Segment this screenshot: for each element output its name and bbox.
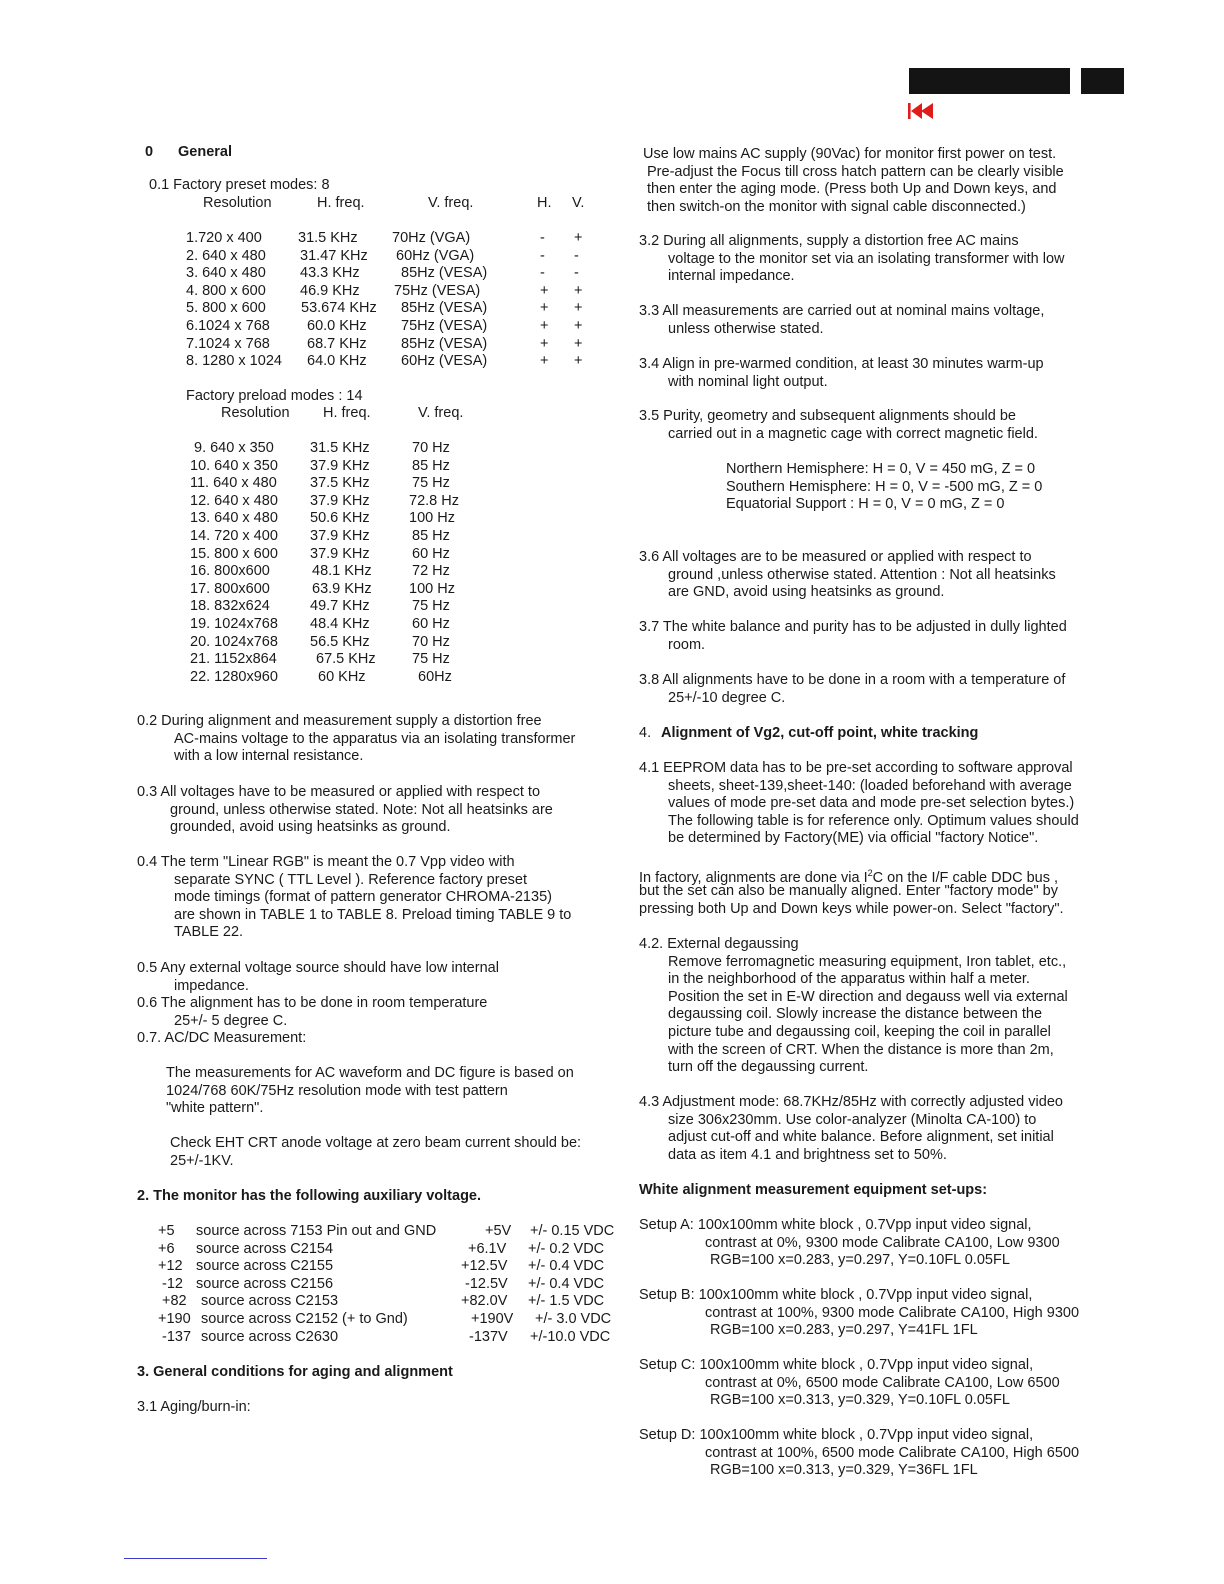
preload-table-cell: 100 Hz xyxy=(409,580,455,597)
para-3-7-line: room. xyxy=(668,636,706,653)
section-2-title: 2. The monitor has the following auxiliary voltage. xyxy=(137,1188,482,1204)
preset-table-cell: 85Hz (VESA) xyxy=(401,265,488,282)
para-aging-line: then enter the aging mode. (Press both Up and Down keys, and xyxy=(647,181,1057,198)
preload-table-cell: 75 Hz xyxy=(412,651,450,668)
section-title: General xyxy=(178,144,232,160)
para-4-3-line: size 306x230mm. Use color-analyzer (Minolta CA-100) to xyxy=(668,1111,1037,1128)
hemisphere-spec-line: Southern Hemisphere: H = 0, V = -500 mG, Z = 0 xyxy=(726,478,1043,495)
factory-para-line: pressing both Up and Down keys while power-on. Select "factory". xyxy=(639,900,1064,917)
para-4-1-line: values of mode pre-set data and mode pre-set selection bytes.) xyxy=(668,795,1075,812)
para-3-5-line: carried out in a magnetic cage with correct magnetic field. xyxy=(668,425,1038,442)
preset-table-cell: 7.1024 x 768 xyxy=(186,335,270,352)
rewind-icon[interactable] xyxy=(907,100,935,122)
aux-voltage-cell: +6.1V xyxy=(468,1240,507,1257)
preload-table-cell: 50.6 KHz xyxy=(310,510,370,527)
preset-table-cell: 60Hz (VGA) xyxy=(396,247,475,264)
aux-voltage-cell: -12.5V xyxy=(465,1275,508,1292)
para-aging-line: Use low mains AC supply (90Vac) for monitor first power on test. xyxy=(643,146,1057,162)
para-3-7-line: 3.7 The white balance and purity has to be adjusted in dully lighted xyxy=(639,619,1067,635)
preset-table-cell: 75Hz (VESA) xyxy=(401,318,488,334)
preset-table-header: H. freq. xyxy=(317,195,365,211)
preset-table-cell: + xyxy=(574,282,583,299)
factory-text-pre: In factory, alignments are done via I xyxy=(639,869,868,886)
para-4-2-line: in the neighborhood of the apparatus within half a meter. xyxy=(668,971,1030,988)
preset-table-cell: - xyxy=(540,230,545,246)
preload-table-cell: 19. 1024x768 xyxy=(190,616,278,632)
para-0-3-line: grounded, avoid using heatsinks as ground. xyxy=(170,819,451,836)
para-0-3-line: 0.3 All voltages have to be measured or applied with respect to xyxy=(137,784,541,800)
preload-table-cell: 37.9 KHz xyxy=(310,457,370,474)
preset-table-cell: 46.9 KHz xyxy=(300,282,360,299)
aux-voltage-cell: source across C2154 xyxy=(196,1240,334,1257)
preset-table-cell: - xyxy=(574,247,579,264)
para-3-8-line: 25+/-10 degree C. xyxy=(668,689,786,706)
para-0-2-line: with a low internal resistance. xyxy=(174,748,364,765)
preload-table-header: Resolution xyxy=(221,405,290,421)
preset-table-cell: + xyxy=(540,318,549,334)
para-0-4-line: are shown in TABLE 1 to TABLE 8. Preload timing TABLE 9 to xyxy=(174,906,572,923)
setup-line: contrast at 0%, 9300 mode Calibrate CA100, Low 9300 xyxy=(705,1234,1060,1251)
white-setup-title: White alignment measurement equipment set-ups: xyxy=(639,1182,988,1198)
para-0-7-body-line: The measurements for AC waveform and DC figure is based on xyxy=(166,1065,574,1081)
preload-table-cell: 60 Hz xyxy=(412,616,450,632)
preset-table-cell: 43.3 KHz xyxy=(300,265,360,282)
setup-line: RGB=100 x=0.283, y=0.297, Y=0.10FL 0.05FL xyxy=(710,1252,1010,1269)
para-3-3-line: unless otherwise stated. xyxy=(668,320,824,337)
setup-line: RGB=100 x=0.313, y=0.329, Y=0.10FL 0.05FL xyxy=(710,1392,1010,1409)
setup-line: RGB=100 x=0.283, y=0.297, Y=41FL 1FL xyxy=(710,1322,978,1339)
para-4-3-line: data as item 4.1 and brightness set to 50%. xyxy=(668,1146,947,1163)
para-0-7: 0.7. AC/DC Measurement: xyxy=(137,1030,307,1046)
para-4-3-line: 4.3 Adjustment mode: 68.7KHz/85Hz with correctly adjusted video xyxy=(639,1094,1063,1110)
preload-table-cell: 49.7 KHz xyxy=(310,598,370,615)
para-3-6-line: ground ,unless otherwise stated. Attention : Not all heatsinks xyxy=(668,566,1056,583)
preset-table-cell: 70Hz (VGA) xyxy=(392,230,471,246)
aux-voltage-cell: +/- 0.15 VDC xyxy=(530,1223,615,1239)
preset-table-cell: 68.7 KHz xyxy=(307,335,367,352)
setup-line: Setup C: 100x100mm white block , 0.7Vpp input video signal, xyxy=(639,1357,1034,1373)
preload-table-cell: 72.8 Hz xyxy=(409,492,459,509)
aux-voltage-cell: +190V xyxy=(471,1311,514,1327)
para-4-2-line: Remove ferromagnetic measuring equipment, Iron tablet, etc., xyxy=(668,953,1067,970)
preload-table-cell: 37.9 KHz xyxy=(310,545,370,562)
preload-table-cell: 60Hz xyxy=(418,668,452,685)
preload-table-cell: 85 Hz xyxy=(412,528,450,544)
preload-table-cell: 22. 1280x960 xyxy=(190,668,278,685)
preset-table-cell: 60Hz (VESA) xyxy=(401,353,488,370)
preload-table-cell: 48.1 KHz xyxy=(312,563,372,580)
para-3-6-line: are GND, avoid using heatsinks as ground. xyxy=(668,584,945,601)
para-3-5-line: 3.5 Purity, geometry and subsequent alignments should be xyxy=(639,408,1016,424)
preload-table-cell: 20. 1024x768 xyxy=(190,633,278,650)
preload-table-cell: 17. 800x600 xyxy=(190,580,270,597)
preload-table-cell: 10. 640 x 350 xyxy=(190,457,278,474)
para-0-2-line: AC-mains voltage to the apparatus via an isolating transformer xyxy=(174,730,576,747)
aux-voltage-cell: +/- 0.4 VDC xyxy=(528,1275,605,1292)
aux-voltage-cell: +/- 0.2 VDC xyxy=(528,1240,605,1257)
preload-table-cell: 60 KHz xyxy=(318,668,366,685)
preload-table-cell: 31.5 KHz xyxy=(310,440,370,456)
setup-line: Setup A: 100x100mm white block , 0.7Vpp input video signal, xyxy=(639,1217,1032,1233)
preload-table-cell: 60 Hz xyxy=(412,545,450,562)
preset-table-cell: - xyxy=(540,265,545,282)
para-4-2-line: Position the set in E-W direction and degauss well via external xyxy=(668,988,1068,1005)
para-3-4-line: with nominal light output. xyxy=(668,373,828,390)
preset-table-header: V. xyxy=(572,195,585,211)
aux-voltage-cell: source across C2156 xyxy=(196,1275,334,1292)
preset-table-cell: 85Hz (VESA) xyxy=(401,300,488,317)
preset-table-cell: 5. 800 x 600 xyxy=(186,300,266,317)
aux-voltage-cell: +/- 1.5 VDC xyxy=(528,1293,605,1310)
aux-voltage-cell: +82 xyxy=(162,1293,187,1310)
preload-table-cell: 9. 640 x 350 xyxy=(194,440,274,456)
aux-voltage-cell: +/- 3.0 VDC xyxy=(535,1311,612,1327)
preset-table-cell: 60.0 KHz xyxy=(307,318,367,334)
preload-table-cell: 72 Hz xyxy=(412,563,450,580)
preset-table-header: V. freq. xyxy=(428,195,474,211)
preload-table-cell: 75 Hz xyxy=(412,598,450,615)
aux-voltage-cell: +190 xyxy=(158,1311,191,1327)
preset-table-cell: 31.47 KHz xyxy=(300,247,368,264)
superscript-two: 2 xyxy=(867,868,873,878)
preload-table-cell: 67.5 KHz xyxy=(316,651,376,668)
aux-voltage-cell: +82.0V xyxy=(461,1293,508,1310)
section-3-title: 3. General conditions for aging and alignment xyxy=(137,1364,453,1380)
para-3-2-line: internal impedance. xyxy=(668,268,795,285)
section-4-number: 4. xyxy=(639,725,652,741)
para-3-2-line: 3.2 During all alignments, supply a distortion free AC mains xyxy=(639,233,1019,249)
para-3-8-line: 3.8 All alignments have to be done in a room with a temperature of xyxy=(639,672,1066,688)
para-4-2-line: picture tube and degaussing coil, keeping the coil in parallel xyxy=(668,1024,1051,1040)
preload-table-cell: 70 Hz xyxy=(412,633,450,650)
preset-table-cell: 64.0 KHz xyxy=(307,353,367,370)
para-0-4-line: separate SYNC ( TTL Level ). Reference factory preset xyxy=(174,871,527,888)
preload-table-cell: 48.4 KHz xyxy=(310,616,370,632)
aux-voltage-cell: source across C2152 (+ to Gnd) xyxy=(201,1311,408,1327)
para-4-1-line: The following table is for reference only. Optimum values should xyxy=(668,812,1079,829)
factory-text-post: C on the I/F cable DDC bus , xyxy=(872,869,1059,886)
aux-voltage-cell: source across C2630 xyxy=(201,1328,339,1345)
aux-voltage-cell: -12 xyxy=(162,1275,183,1292)
preload-table-cell: 14. 720 x 400 xyxy=(190,528,278,544)
section-4-title: Alignment of Vg2, cut-off point, white tracking xyxy=(661,725,979,741)
preload-table-cell: 11. 640 x 480 xyxy=(190,475,277,492)
hemisphere-spec-line: Equatorial Support : H = 0, V = 0 mG, Z = 0 xyxy=(726,496,1005,513)
factory-para-line: but the set can also be manually aligned. Enter "factory mode" by xyxy=(639,883,1058,899)
para-aging-line: then switch-on the monitor with signal cable disconnected.) xyxy=(647,198,1026,215)
aux-voltage-cell: +6 xyxy=(158,1240,175,1257)
subsection-heading: 0.1 Factory preset modes: 8 xyxy=(149,177,330,193)
preset-table-cell: 2. 640 x 480 xyxy=(186,247,266,264)
aux-voltage-cell: source across C2155 xyxy=(196,1258,334,1275)
para-0-3-line: ground, unless otherwise stated. Note: Not all heatsinks are xyxy=(170,801,553,818)
setup-line: contrast at 100%, 6500 mode Calibrate CA100, High 6500 xyxy=(705,1444,1080,1461)
para-4-2-line: with the screen of CRT. When the distance is more than 2m, xyxy=(668,1041,1054,1058)
preload-table-cell: 63.9 KHz xyxy=(312,580,372,597)
preload-table-cell: 37.9 KHz xyxy=(310,528,370,544)
aux-voltage-cell: source across C2153 xyxy=(201,1293,339,1310)
aux-voltage-cell: source across 7153 Pin out and GND xyxy=(196,1223,437,1239)
preset-table-cell: + xyxy=(574,230,583,246)
para-0-7-body-line: 1024/768 60K/75Hz resolution mode with test pattern xyxy=(166,1082,508,1099)
para-3-4-line: 3.4 Align in pre-warmed condition, at least 30 minutes warm-up xyxy=(639,356,1044,372)
preload-table-cell: 15. 800 x 600 xyxy=(190,545,278,562)
para-0-6-line: 25+/- 5 degree C. xyxy=(174,1012,288,1029)
aux-voltage-cell: +/-10.0 VDC xyxy=(530,1328,611,1345)
preset-table-cell: + xyxy=(540,353,549,370)
preset-table-header: Resolution xyxy=(203,195,272,211)
para-aging-line: Pre-adjust the Focus till cross hatch pattern can be clearly visible xyxy=(647,163,1064,180)
preload-table-cell: 21. 1152x864 xyxy=(190,651,277,668)
aux-voltage-cell: -137 xyxy=(162,1328,192,1345)
preset-table-cell: 6.1024 x 768 xyxy=(186,318,270,334)
para-4-1-line: 4.1 EEPROM data has to be pre-set according to software approval xyxy=(639,760,1073,776)
preset-table-cell: + xyxy=(574,353,583,370)
para-4-2-line: turn off the degaussing current. xyxy=(668,1059,869,1076)
aux-voltage-cell: +12.5V xyxy=(461,1258,508,1275)
setup-line: contrast at 100%, 9300 mode Calibrate CA100, High 9300 xyxy=(705,1304,1080,1321)
para-0-4-line: mode timings (format of pattern generator CHROMA-2135) xyxy=(174,889,552,906)
para-0-4-line: TABLE 22. xyxy=(174,924,244,941)
para-4-1-line: sheets, sheet-139,sheet-140: (loaded beforehand with average xyxy=(668,777,1072,794)
preload-table-cell: 13. 640 x 480 xyxy=(190,510,278,527)
section-number: 0 xyxy=(145,144,154,160)
aux-voltage-cell: +12 xyxy=(158,1258,183,1275)
preset-table-cell: + xyxy=(574,335,583,352)
setup-line: RGB=100 x=0.313, y=0.329, Y=36FL 1FL xyxy=(710,1462,978,1479)
aux-voltage-cell: -137V xyxy=(469,1328,508,1345)
para-3-2-line: voltage to the monitor set via an isolating transformer with low xyxy=(668,250,1065,267)
para-4-3-line: adjust cut-off and white balance. Before alignment, set initial xyxy=(668,1129,1054,1146)
para-0-5-line: 0.5 Any external voltage source should have low internal xyxy=(137,960,499,976)
preload-table-header: H. freq. xyxy=(323,405,371,421)
preload-title: Factory preload modes : 14 xyxy=(186,388,363,404)
footer-link-rule[interactable] xyxy=(124,1558,267,1559)
preset-table-cell: 31.5 KHz xyxy=(298,230,358,246)
preset-table-cell: 8. 1280 x 1024 xyxy=(186,353,282,370)
header-bar-long xyxy=(909,68,1070,94)
aux-voltage-cell: +5V xyxy=(485,1223,512,1239)
preload-table-cell: 85 Hz xyxy=(412,457,450,474)
setup-line: contrast at 0%, 6500 mode Calibrate CA100, Low 6500 xyxy=(705,1374,1060,1391)
preset-table-cell: 53.674 KHz xyxy=(301,300,377,317)
para-0-4-line: 0.4 The term "Linear RGB" is meant the 0.7 Vpp video with xyxy=(137,854,515,870)
para-4-2-line: 4.2. External degaussing xyxy=(639,936,799,952)
preset-table-cell: + xyxy=(574,300,583,317)
preload-table-cell: 100 Hz xyxy=(409,510,455,527)
para-3-3-line: 3.3 All measurements are carried out at nominal mains voltage, xyxy=(639,303,1045,319)
para-0-7-eht-line: 25+/-1KV. xyxy=(170,1152,234,1169)
preload-table-cell: 70 Hz xyxy=(412,440,450,456)
aux-voltage-cell: +/- 0.4 VDC xyxy=(528,1258,605,1275)
para-0-2-line: 0.2 During alignment and measurement supply a distortion free xyxy=(137,713,542,729)
setup-line: Setup D: 100x100mm white block , 0.7Vpp input video signal, xyxy=(639,1427,1034,1443)
preset-table-cell: - xyxy=(574,265,579,282)
preload-table-cell: 37.9 KHz xyxy=(310,492,370,509)
aux-voltage-cell: +5 xyxy=(158,1223,175,1239)
preload-table-header: V. freq. xyxy=(418,405,464,421)
preload-table-cell: 12. 640 x 480 xyxy=(190,492,278,509)
setup-line: Setup B: 100x100mm white block , 0.7Vpp input video signal, xyxy=(639,1287,1033,1303)
preload-table-cell: 16. 800x600 xyxy=(190,563,270,580)
preset-table-cell: + xyxy=(574,318,583,334)
para-3-6-line: 3.6 All voltages are to be measured or applied with respect to xyxy=(639,549,1032,565)
preset-table-cell: 3. 640 x 480 xyxy=(186,265,266,282)
preset-table-cell: + xyxy=(540,335,549,352)
preload-table-cell: 56.5 KHz xyxy=(310,633,370,650)
preset-table-cell: 4. 800 x 600 xyxy=(186,282,266,299)
para-0-5-line: impedance. xyxy=(174,977,249,994)
para-4-1-line: be determined by Factory(ME) via official "factory Notice". xyxy=(668,830,1039,847)
preset-table-header: H. xyxy=(537,195,552,211)
preset-table-cell: - xyxy=(540,247,545,264)
preload-table-cell: 75 Hz xyxy=(412,475,450,492)
para-3-1: 3.1 Aging/burn-in: xyxy=(137,1399,251,1415)
header-bar-short xyxy=(1081,68,1124,94)
preset-table-cell: 75Hz (VESA) xyxy=(394,282,481,299)
preload-table-cell: 18. 832x624 xyxy=(190,598,270,615)
preload-table-cell: 37.5 KHz xyxy=(310,475,370,492)
hemisphere-spec-line: Northern Hemisphere: H = 0, V = 450 mG, Z = 0 xyxy=(726,461,1036,477)
para-0-7-eht-line: Check EHT CRT anode voltage at zero beam current should be: xyxy=(170,1135,582,1151)
preset-table-cell: + xyxy=(540,300,549,317)
preset-table-cell: 1.720 x 400 xyxy=(186,230,262,246)
para-4-2-line: degaussing coil. Slowly increase the distance between the xyxy=(668,1006,1043,1023)
preset-table-cell: + xyxy=(540,282,549,299)
preset-table-cell: 85Hz (VESA) xyxy=(401,335,488,352)
para-0-6-line: 0.6 The alignment has to be done in room temperature xyxy=(137,995,488,1011)
para-0-7-body-line: "white pattern". xyxy=(166,1100,264,1117)
